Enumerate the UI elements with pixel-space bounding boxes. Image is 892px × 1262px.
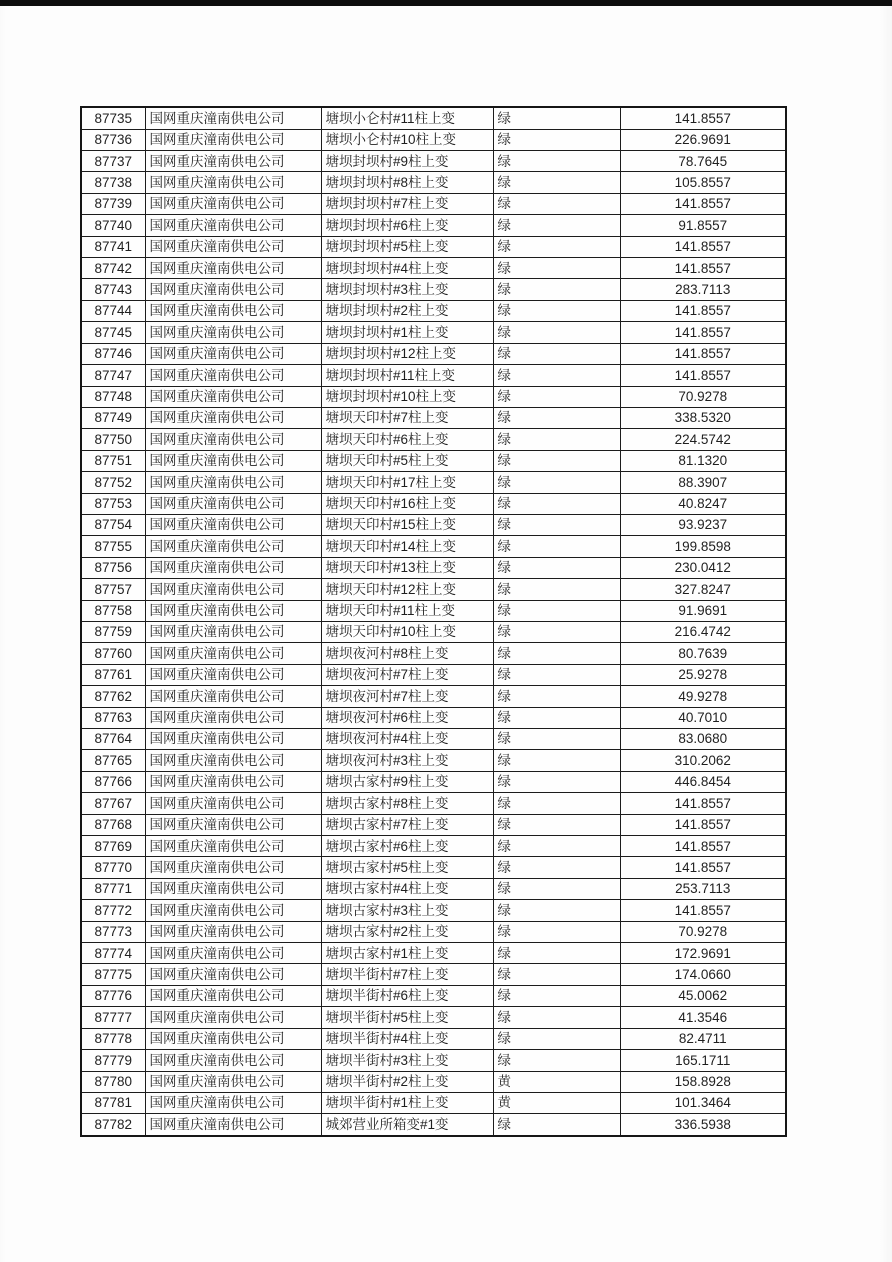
cell-station-name: 塘坝天印村#7柱上变	[321, 407, 493, 428]
cell-value: 41.3546	[620, 1007, 786, 1028]
cell-value: 174.0660	[620, 964, 786, 985]
cell-value: 101.3464	[620, 1092, 786, 1113]
cell-status: 绿	[493, 215, 620, 236]
cell-status: 绿	[493, 129, 620, 150]
cell-station-name: 塘坝封坝村#7柱上变	[321, 193, 493, 214]
cell-status: 绿	[493, 386, 620, 407]
cell-value: 25.9278	[620, 664, 786, 685]
cell-status: 绿	[493, 836, 620, 857]
cell-company: 国网重庆潼南供电公司	[145, 472, 321, 493]
table-row	[81, 600, 786, 621]
cell-id: 87770	[81, 857, 145, 878]
cell-value: 91.9691	[620, 600, 786, 621]
cell-station-name: 城郊营业所箱变#1变	[321, 1114, 493, 1136]
cell-status: 绿	[493, 514, 620, 535]
cell-value: 141.8557	[620, 836, 786, 857]
table-row	[81, 557, 786, 578]
cell-company: 国网重庆潼南供电公司	[145, 429, 321, 450]
cell-id: 87762	[81, 686, 145, 707]
cell-company: 国网重庆潼南供电公司	[145, 236, 321, 257]
table-row	[81, 1007, 786, 1028]
cell-value: 141.8557	[620, 322, 786, 343]
table-row	[81, 900, 786, 921]
cell-id: 87735	[81, 107, 145, 129]
cell-value: 78.7645	[620, 151, 786, 172]
cell-station-name: 塘坝天印村#5柱上变	[321, 450, 493, 471]
cell-company: 国网重庆潼南供电公司	[145, 943, 321, 964]
cell-value: 253.7113	[620, 878, 786, 899]
cell-station-name: 塘坝天印村#14柱上变	[321, 536, 493, 557]
cell-value: 83.0680	[620, 729, 786, 750]
cell-value: 230.0412	[620, 557, 786, 578]
cell-status: 绿	[493, 750, 620, 771]
cell-value: 82.4711	[620, 1028, 786, 1049]
cell-station-name: 塘坝夜河村#7柱上变	[321, 664, 493, 685]
cell-id: 87743	[81, 279, 145, 300]
cell-company: 国网重庆潼南供电公司	[145, 514, 321, 535]
cell-company: 国网重庆潼南供电公司	[145, 600, 321, 621]
cell-station-name: 塘坝夜河村#3柱上变	[321, 750, 493, 771]
cell-status: 绿	[493, 686, 620, 707]
cell-id: 87752	[81, 472, 145, 493]
cell-id: 87755	[81, 536, 145, 557]
cell-status: 绿	[493, 771, 620, 792]
table-row	[81, 964, 786, 985]
cell-station-name: 塘坝古家村#8柱上变	[321, 793, 493, 814]
cell-value: 141.8557	[620, 857, 786, 878]
cell-status: 绿	[493, 878, 620, 899]
cell-company: 国网重庆潼南供电公司	[145, 107, 321, 129]
cell-id: 87780	[81, 1071, 145, 1092]
cell-status: 绿	[493, 921, 620, 942]
table-row	[81, 579, 786, 600]
table-row	[81, 129, 786, 150]
cell-status: 绿	[493, 1050, 620, 1071]
cell-value: 158.8928	[620, 1071, 786, 1092]
cell-company: 国网重庆潼南供电公司	[145, 579, 321, 600]
cell-id: 87738	[81, 172, 145, 193]
cell-value: 141.8557	[620, 107, 786, 129]
cell-station-name: 塘坝封坝村#3柱上变	[321, 279, 493, 300]
cell-station-name: 塘坝封坝村#8柱上变	[321, 172, 493, 193]
cell-status: 绿	[493, 258, 620, 279]
cell-value: 141.8557	[620, 258, 786, 279]
cell-id: 87761	[81, 664, 145, 685]
table-row	[81, 514, 786, 535]
cell-station-name: 塘坝天印村#11柱上变	[321, 600, 493, 621]
cell-status: 绿	[493, 343, 620, 364]
cell-status: 绿	[493, 793, 620, 814]
cell-status: 绿	[493, 407, 620, 428]
cell-company: 国网重庆潼南供电公司	[145, 450, 321, 471]
cell-id: 87758	[81, 600, 145, 621]
table-row	[81, 472, 786, 493]
cell-status: 绿	[493, 279, 620, 300]
cell-company: 国网重庆潼南供电公司	[145, 771, 321, 792]
cell-id: 87751	[81, 450, 145, 471]
cell-company: 国网重庆潼南供电公司	[145, 1092, 321, 1113]
cell-status: 绿	[493, 322, 620, 343]
cell-station-name: 塘坝半街村#3柱上变	[321, 1050, 493, 1071]
cell-id: 87747	[81, 365, 145, 386]
cell-value: 172.9691	[620, 943, 786, 964]
table-row	[81, 450, 786, 471]
cell-value: 141.8557	[620, 365, 786, 386]
cell-station-name: 塘坝天印村#10柱上变	[321, 621, 493, 642]
cell-company: 国网重庆潼南供电公司	[145, 964, 321, 985]
cell-value: 141.8557	[620, 236, 786, 257]
cell-value: 141.8557	[620, 900, 786, 921]
cell-id: 87772	[81, 900, 145, 921]
table-row	[81, 151, 786, 172]
cell-company: 国网重庆潼南供电公司	[145, 151, 321, 172]
cell-value: 338.5320	[620, 407, 786, 428]
cell-id: 87757	[81, 579, 145, 600]
cell-station-name: 塘坝封坝村#11柱上变	[321, 365, 493, 386]
cell-company: 国网重庆潼南供电公司	[145, 729, 321, 750]
cell-value: 45.0062	[620, 985, 786, 1006]
cell-company: 国网重庆潼南供电公司	[145, 1050, 321, 1071]
cell-company: 国网重庆潼南供电公司	[145, 1007, 321, 1028]
cell-value: 141.8557	[620, 793, 786, 814]
cell-station-name: 塘坝天印村#16柱上变	[321, 493, 493, 514]
cell-value: 49.9278	[620, 686, 786, 707]
table-row	[81, 279, 786, 300]
cell-company: 国网重庆潼南供电公司	[145, 857, 321, 878]
cell-id: 87748	[81, 386, 145, 407]
cell-company: 国网重庆潼南供电公司	[145, 258, 321, 279]
cell-company: 国网重庆潼南供电公司	[145, 1114, 321, 1136]
table-row	[81, 707, 786, 728]
table-row	[81, 771, 786, 792]
cell-value: 141.8557	[620, 814, 786, 835]
cell-station-name: 塘坝夜河村#6柱上变	[321, 707, 493, 728]
cell-station-name: 塘坝封坝村#12柱上变	[321, 343, 493, 364]
cell-station-name: 塘坝半街村#1柱上变	[321, 1092, 493, 1113]
cell-status: 绿	[493, 1028, 620, 1049]
cell-company: 国网重庆潼南供电公司	[145, 621, 321, 642]
cell-status: 绿	[493, 1114, 620, 1136]
cell-value: 80.7639	[620, 643, 786, 664]
cell-company: 国网重庆潼南供电公司	[145, 814, 321, 835]
cell-id: 87773	[81, 921, 145, 942]
cell-station-name: 塘坝古家村#2柱上变	[321, 921, 493, 942]
cell-company: 国网重庆潼南供电公司	[145, 1071, 321, 1092]
cell-value: 88.3907	[620, 472, 786, 493]
cell-value: 93.9237	[620, 514, 786, 535]
table-row	[81, 300, 786, 321]
cell-station-name: 塘坝古家村#4柱上变	[321, 878, 493, 899]
transformer-table-body	[81, 107, 786, 1136]
cell-company: 国网重庆潼南供电公司	[145, 664, 321, 685]
cell-id: 87774	[81, 943, 145, 964]
cell-status: 绿	[493, 557, 620, 578]
cell-value: 336.5938	[620, 1114, 786, 1136]
cell-id: 87737	[81, 151, 145, 172]
cell-value: 141.8557	[620, 300, 786, 321]
cell-id: 87760	[81, 643, 145, 664]
table-row	[81, 493, 786, 514]
cell-value: 310.2062	[620, 750, 786, 771]
cell-status: 绿	[493, 707, 620, 728]
cell-id: 87764	[81, 729, 145, 750]
cell-status: 绿	[493, 493, 620, 514]
cell-status: 绿	[493, 1007, 620, 1028]
cell-station-name: 塘坝天印村#12柱上变	[321, 579, 493, 600]
cell-value: 199.8598	[620, 536, 786, 557]
cell-id: 87778	[81, 1028, 145, 1049]
cell-station-name: 塘坝天印村#17柱上变	[321, 472, 493, 493]
table-row	[81, 536, 786, 557]
cell-company: 国网重庆潼南供电公司	[145, 129, 321, 150]
table-row	[81, 322, 786, 343]
cell-station-name: 塘坝半街村#5柱上变	[321, 1007, 493, 1028]
cell-status: 绿	[493, 985, 620, 1006]
table-row	[81, 836, 786, 857]
table-row	[81, 407, 786, 428]
cell-status: 绿	[493, 814, 620, 835]
cell-id: 87754	[81, 514, 145, 535]
cell-id: 87756	[81, 557, 145, 578]
table-row	[81, 215, 786, 236]
cell-id: 87739	[81, 193, 145, 214]
cell-company: 国网重庆潼南供电公司	[145, 900, 321, 921]
cell-station-name: 塘坝封坝村#10柱上变	[321, 386, 493, 407]
cell-company: 国网重庆潼南供电公司	[145, 643, 321, 664]
cell-status: 绿	[493, 664, 620, 685]
cell-company: 国网重庆潼南供电公司	[145, 322, 321, 343]
cell-status: 绿	[493, 536, 620, 557]
cell-station-name: 塘坝天印村#6柱上变	[321, 429, 493, 450]
cell-value: 91.8557	[620, 215, 786, 236]
cell-status: 绿	[493, 729, 620, 750]
table-row	[81, 643, 786, 664]
cell-station-name: 塘坝古家村#9柱上变	[321, 771, 493, 792]
table-row	[81, 857, 786, 878]
cell-status: 绿	[493, 600, 620, 621]
cell-company: 国网重庆潼南供电公司	[145, 836, 321, 857]
table-row	[81, 921, 786, 942]
cell-status: 绿	[493, 151, 620, 172]
table-row	[81, 729, 786, 750]
table-row	[81, 193, 786, 214]
cell-status: 绿	[493, 857, 620, 878]
cell-station-name: 塘坝夜河村#4柱上变	[321, 729, 493, 750]
cell-status: 绿	[493, 472, 620, 493]
cell-id: 87766	[81, 771, 145, 792]
cell-status: 绿	[493, 193, 620, 214]
table-row	[81, 258, 786, 279]
cell-company: 国网重庆潼南供电公司	[145, 343, 321, 364]
cell-id: 87745	[81, 322, 145, 343]
table-row	[81, 793, 786, 814]
cell-station-name: 塘坝古家村#5柱上变	[321, 857, 493, 878]
cell-value: 40.8247	[620, 493, 786, 514]
cell-id: 87741	[81, 236, 145, 257]
cell-station-name: 塘坝小仑村#10柱上变	[321, 129, 493, 150]
cell-company: 国网重庆潼南供电公司	[145, 921, 321, 942]
cell-company: 国网重庆潼南供电公司	[145, 1028, 321, 1049]
cell-value: 105.8557	[620, 172, 786, 193]
cell-status: 绿	[493, 621, 620, 642]
cell-value: 446.8454	[620, 771, 786, 792]
cell-status: 绿	[493, 365, 620, 386]
cell-company: 国网重庆潼南供电公司	[145, 750, 321, 771]
cell-company: 国网重庆潼南供电公司	[145, 686, 321, 707]
cell-station-name: 塘坝半街村#7柱上变	[321, 964, 493, 985]
cell-id: 87749	[81, 407, 145, 428]
table-row	[81, 1028, 786, 1049]
cell-id: 87776	[81, 985, 145, 1006]
table-row	[81, 236, 786, 257]
cell-company: 国网重庆潼南供电公司	[145, 215, 321, 236]
cell-station-name: 塘坝古家村#1柱上变	[321, 943, 493, 964]
cell-id: 87777	[81, 1007, 145, 1028]
cell-id: 87744	[81, 300, 145, 321]
table-row	[81, 814, 786, 835]
cell-id: 87767	[81, 793, 145, 814]
cell-value: 226.9691	[620, 129, 786, 150]
cell-company: 国网重庆潼南供电公司	[145, 536, 321, 557]
table-row	[81, 1050, 786, 1071]
cell-status: 绿	[493, 900, 620, 921]
table-row	[81, 621, 786, 642]
table-row	[81, 1114, 786, 1136]
cell-value: 40.7010	[620, 707, 786, 728]
cell-station-name: 塘坝天印村#15柱上变	[321, 514, 493, 535]
cell-company: 国网重庆潼南供电公司	[145, 300, 321, 321]
cell-status: 绿	[493, 107, 620, 129]
cell-id: 87750	[81, 429, 145, 450]
table-row	[81, 107, 786, 129]
cell-company: 国网重庆潼南供电公司	[145, 172, 321, 193]
table-row	[81, 429, 786, 450]
cell-company: 国网重庆潼南供电公司	[145, 985, 321, 1006]
cell-station-name: 塘坝古家村#7柱上变	[321, 814, 493, 835]
cell-status: 绿	[493, 172, 620, 193]
cell-station-name: 塘坝小仑村#11柱上变	[321, 107, 493, 129]
cell-status: 绿	[493, 579, 620, 600]
cell-status: 绿	[493, 943, 620, 964]
cell-company: 国网重庆潼南供电公司	[145, 557, 321, 578]
cell-station-name: 塘坝封坝村#6柱上变	[321, 215, 493, 236]
cell-id: 87779	[81, 1050, 145, 1071]
cell-status: 绿	[493, 429, 620, 450]
cell-company: 国网重庆潼南供电公司	[145, 493, 321, 514]
table-row	[81, 172, 786, 193]
cell-status: 绿	[493, 236, 620, 257]
cell-id: 87768	[81, 814, 145, 835]
table-row	[81, 985, 786, 1006]
table-row	[81, 343, 786, 364]
cell-company: 国网重庆潼南供电公司	[145, 279, 321, 300]
transformer-table	[80, 106, 787, 1137]
table-row	[81, 1092, 786, 1113]
cell-status: 绿	[493, 643, 620, 664]
cell-company: 国网重庆潼南供电公司	[145, 878, 321, 899]
table-row	[81, 878, 786, 899]
cell-id: 87742	[81, 258, 145, 279]
cell-status: 绿	[493, 300, 620, 321]
cell-value: 70.9278	[620, 386, 786, 407]
cell-station-name: 塘坝封坝村#2柱上变	[321, 300, 493, 321]
cell-company: 国网重庆潼南供电公司	[145, 365, 321, 386]
cell-station-name: 塘坝封坝村#1柱上变	[321, 322, 493, 343]
cell-company: 国网重庆潼南供电公司	[145, 193, 321, 214]
cell-station-name: 塘坝封坝村#9柱上变	[321, 151, 493, 172]
cell-value: 141.8557	[620, 193, 786, 214]
cell-company: 国网重庆潼南供电公司	[145, 407, 321, 428]
cell-id: 87763	[81, 707, 145, 728]
cell-status: 黄	[493, 1071, 620, 1092]
cell-id: 87753	[81, 493, 145, 514]
cell-station-name: 塘坝夜河村#7柱上变	[321, 686, 493, 707]
cell-id: 87782	[81, 1114, 145, 1136]
cell-station-name: 塘坝封坝村#4柱上变	[321, 258, 493, 279]
table-row	[81, 943, 786, 964]
cell-company: 国网重庆潼南供电公司	[145, 386, 321, 407]
table-row	[81, 686, 786, 707]
cell-station-name: 塘坝天印村#13柱上变	[321, 557, 493, 578]
cell-station-name: 塘坝封坝村#5柱上变	[321, 236, 493, 257]
table-row	[81, 386, 786, 407]
cell-id: 87775	[81, 964, 145, 985]
cell-value: 327.8247	[620, 579, 786, 600]
cell-value: 224.5742	[620, 429, 786, 450]
cell-id: 87759	[81, 621, 145, 642]
cell-id: 87740	[81, 215, 145, 236]
cell-company: 国网重庆潼南供电公司	[145, 707, 321, 728]
cell-id: 87765	[81, 750, 145, 771]
cell-value: 165.1711	[620, 1050, 786, 1071]
cell-value: 283.7113	[620, 279, 786, 300]
cell-id: 87736	[81, 129, 145, 150]
cell-station-name: 塘坝半街村#2柱上变	[321, 1071, 493, 1092]
cell-station-name: 塘坝半街村#4柱上变	[321, 1028, 493, 1049]
cell-id: 87746	[81, 343, 145, 364]
table-row	[81, 750, 786, 771]
cell-status: 黄	[493, 1092, 620, 1113]
table-row	[81, 1071, 786, 1092]
cell-station-name: 塘坝古家村#6柱上变	[321, 836, 493, 857]
cell-id: 87771	[81, 878, 145, 899]
page-top-edge-bar	[0, 0, 892, 6]
cell-station-name: 塘坝古家村#3柱上变	[321, 900, 493, 921]
cell-id: 87769	[81, 836, 145, 857]
cell-id: 87781	[81, 1092, 145, 1113]
cell-value: 70.9278	[620, 921, 786, 942]
table-row	[81, 664, 786, 685]
cell-company: 国网重庆潼南供电公司	[145, 793, 321, 814]
cell-value: 81.1320	[620, 450, 786, 471]
cell-status: 绿	[493, 964, 620, 985]
cell-station-name: 塘坝半街村#6柱上变	[321, 985, 493, 1006]
cell-value: 216.4742	[620, 621, 786, 642]
cell-value: 141.8557	[620, 343, 786, 364]
cell-station-name: 塘坝夜河村#8柱上变	[321, 643, 493, 664]
table-row	[81, 365, 786, 386]
cell-status: 绿	[493, 450, 620, 471]
